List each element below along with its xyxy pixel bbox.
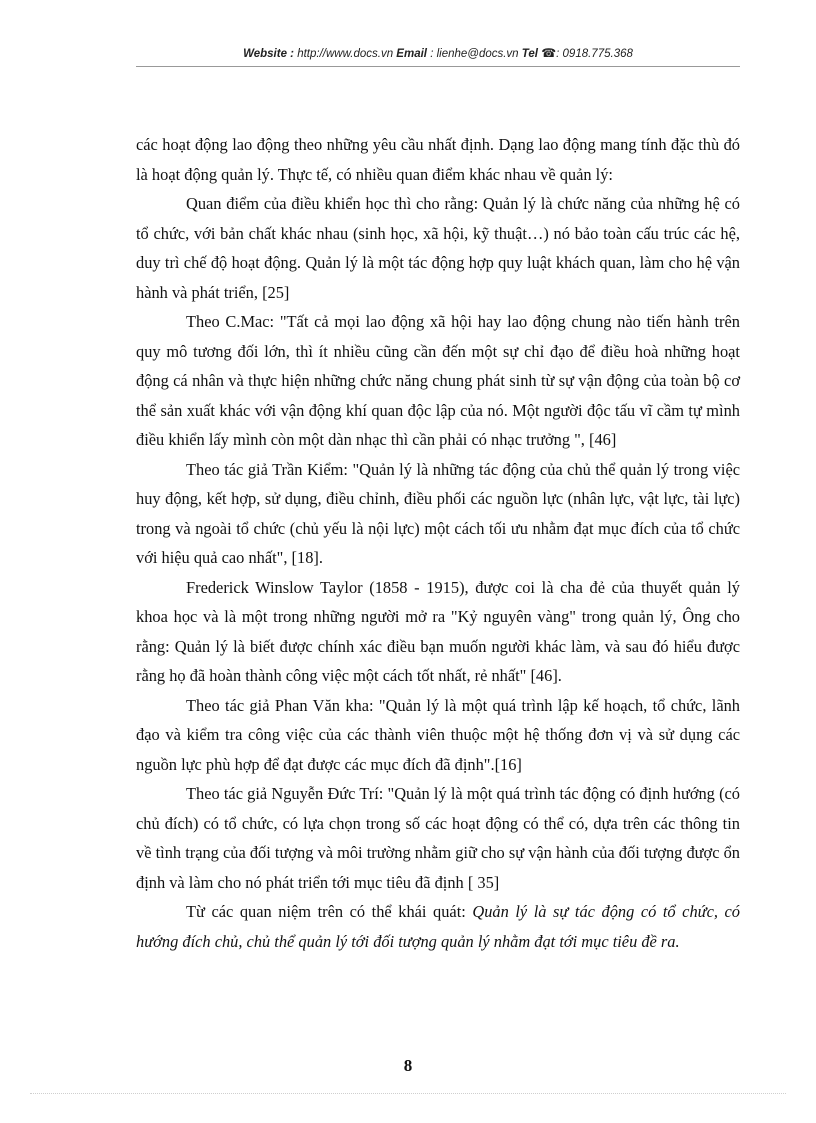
paragraph-taylor: Frederick Winslow Taylor (1858 - 1915), được coi là cha đẻ của thuyết quản lý khoa học và là một trong những người mở ra "Kỷ nguyên vàng" trong quản lý, Ông cho rằng: Quản lý là biết được chính xác điều bạn muốn người khác làm, và sau đó hiểu được rằng họ đã hoàn thành công việc một cách tốt nhất, rẻ nhất" [46]. — [136, 577, 740, 685]
phone-icon: ☎ — [541, 46, 557, 60]
footer-divider — [30, 1093, 786, 1094]
page-header — [136, 46, 740, 60]
paragraph-phan-van-kha: Theo tác giả Phan Văn kha: "Quản lý là một quá trình lập kế hoạch, tổ chức, lãnh đạo và kiểm tra công việc của các thành viên thuộc một hệ thống đơn vị và sử dụng các nguồn lực phù hợp để đạt được các mục đích đã định".[16] — [136, 695, 740, 774]
conclusion-definition: Quản lý là sự tác động có tổ chức, có hướng đích chủ, chủ thể quản lý tới đối tượng quản lý nhằm đạt tới mục tiêu đề ra. — [136, 902, 740, 951]
email-label: Email — [396, 48, 427, 60]
tel-value: : 0918.775.368 — [556, 48, 633, 60]
website-url[interactable]: http://www.docs.vn — [297, 48, 394, 60]
website-label: Website : — [243, 48, 295, 60]
email-value[interactable]: : lienhe@docs.vn — [430, 48, 519, 60]
page-number: 8 — [403, 1056, 413, 1075]
paragraph-nguyen-duc-tri: Theo tác giả Nguyễn Đức Trí: "Quản lý là một quá trình tác động có định hướng (có chủ đích) có tổ chức, có lựa chọn trong số các hoạt động có thể có, dựa trên các thông tin về tình trạng của đối tượng và môi trường nhằm giữ cho sự vận hành của đối tượng được ổn định và làm cho nó phát triển tới mục tiêu đã định [ 35] — [136, 784, 740, 892]
paragraph-conclusion — [136, 897, 740, 956]
conclusion-lead: Từ các quan niệm trên có thể khái quát: — [186, 902, 473, 921]
paragraph-tran-kiem: Theo tác giả Trần Kiểm: "Quản lý là những tác động của chủ thể quản lý trong việc huy động, kết hợp, sử dụng, điều chỉnh, điều phối các nguồn lực (nhân lực, vật lực, tài lực) trong và ngoài tổ chức (chủ yếu là nội lực) một cách tối ưu nhằm đạt mục đích của tổ chức với hiệu quả cao nhất", [18]. — [136, 459, 740, 567]
paragraph-intro: các hoạt động lao động theo những yêu cầu nhất định. Dạng lao động mang tính đặc thù đó là hoạt động quản lý. Thực tế, có nhiều quan điểm khác nhau về quản lý: — [136, 135, 740, 184]
document-body — [136, 130, 740, 956]
paragraph-marx: Theo C.Mac: "Tất cả mọi lao động xã hội hay lao động chung nào tiến hành trên quy mô tương đối lớn, thì ít nhiều cũng cần đến một sự chỉ đạo để điều hoà những hoạt động cá nhân và thực hiện những chức năng chung phát sinh từ sự vận động của toàn bộ cơ thể sản xuất khác với vận động khí quan độc lập của nó. Một người độc tấu vĩ cầm tự mình điều khiển lấy mình còn một dàn nhạc thì cần phải có nhạc trưởng ", [46] — [136, 312, 740, 449]
header-divider — [136, 66, 740, 67]
tel-label: Tel — [521, 48, 538, 60]
paragraph-cybernetics: Quan điểm của điều khiển học thì cho rằng: Quản lý là chức năng của những hệ có tổ chức, với bản chất khác nhau (sinh học, xã hội, kỹ thuật…) nó bảo toàn cấu trúc các hệ, duy trì chế độ hoạt động. Quản lý là một tác động hợp quy luật khách quan, làm cho hệ vận hành và phát triển, [25] — [136, 194, 740, 302]
